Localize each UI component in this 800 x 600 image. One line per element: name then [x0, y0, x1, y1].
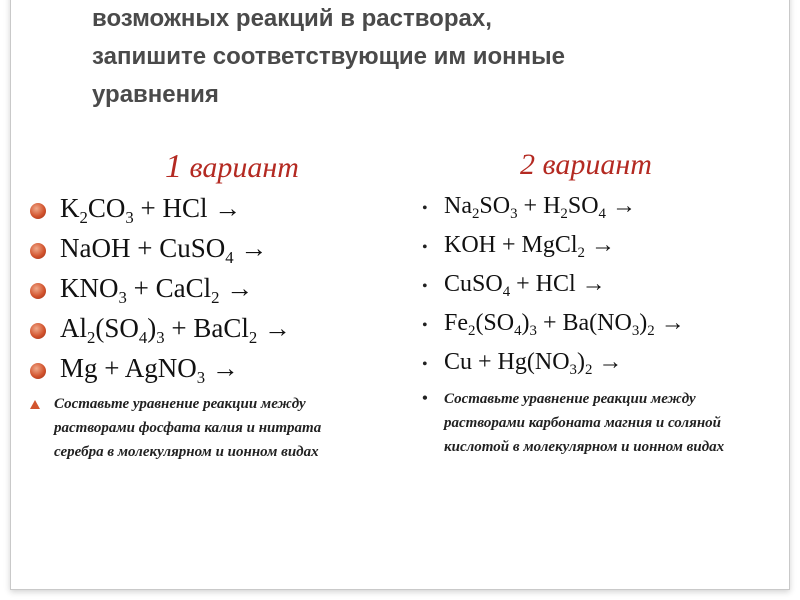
- equation-item: [30, 308, 390, 348]
- equation-text: KOH + MgCl$_2$ →: [444, 232, 615, 262]
- equation-text: $Na_2SO_3 + H_2SO_4$ →: [444, 193, 636, 223]
- variant-1-heading: [165, 148, 299, 186]
- bullet-icon: [30, 323, 46, 339]
- bullet-dot-icon: •: [422, 356, 428, 373]
- title-line-3: уравнения: [92, 81, 219, 108]
- equation-item: [422, 227, 782, 266]
- equation-item: [30, 228, 390, 268]
- equation-text: Mg + AgNO$_3$ →: [60, 353, 239, 387]
- triangle-bullet-icon: [30, 400, 40, 409]
- task-note-text: Составьте уравнение реакции между растворами фосфата калия и нитрата серебра в молекулярном и ионном видах: [54, 396, 322, 460]
- equation-text: $Fe_2(SO_4)_3 + Ba(NO_3)_2$ →: [444, 310, 685, 340]
- equation-item: [30, 188, 390, 228]
- variant-2-heading: 2 вариант: [520, 148, 652, 181]
- equation-text: NaOH + CuSO$_4$ →: [60, 233, 268, 267]
- equation-text: $KNO_3$ + CaCl$_2$ →: [60, 273, 254, 307]
- equation-text: $Cu + Hg(NO_3)_2$ →: [444, 349, 623, 379]
- variant-1-label: вариант: [182, 151, 299, 184]
- equation-text: $Al_2(SO_4)_3$ + BaCl$_2$ →: [60, 313, 291, 347]
- bullet-icon: [30, 243, 46, 259]
- equation-text: CuSO$_4$ + HCl →: [444, 271, 606, 301]
- task-note: [30, 392, 390, 464]
- bullet-icon: [30, 283, 46, 299]
- bullet-icon: [30, 203, 46, 219]
- bullet-dot-icon: •: [422, 278, 428, 295]
- variant-2-list: [422, 188, 782, 459]
- task-note: [422, 387, 782, 459]
- title-line-2: запишите соответствующие им ионные: [92, 43, 566, 70]
- bullet-dot-icon: •: [422, 317, 428, 334]
- title-line-1: возможных реакций в растворах,: [92, 5, 492, 32]
- equation-text: $K_2CO_3$ + HCl →: [60, 193, 242, 227]
- task-note-text: Составьте уравнение реакции между растворами карбоната магния и соляной кислотой в молекулярном и ионном видах: [444, 391, 725, 455]
- equation-item: [422, 266, 782, 305]
- bullet-dot-icon: •: [422, 239, 428, 256]
- equation-item: [422, 188, 782, 227]
- equation-item: [30, 268, 390, 308]
- equation-item: [422, 305, 782, 344]
- bullet-dot-icon: •: [422, 200, 428, 217]
- slide-title: [92, 0, 752, 114]
- equation-item: [30, 348, 390, 388]
- variant-1-list: [30, 188, 390, 464]
- bullet-icon: [30, 363, 46, 379]
- bullet-dot-icon: •: [422, 390, 428, 407]
- variant-1-number: 1: [165, 148, 182, 185]
- equation-item: [422, 344, 782, 383]
